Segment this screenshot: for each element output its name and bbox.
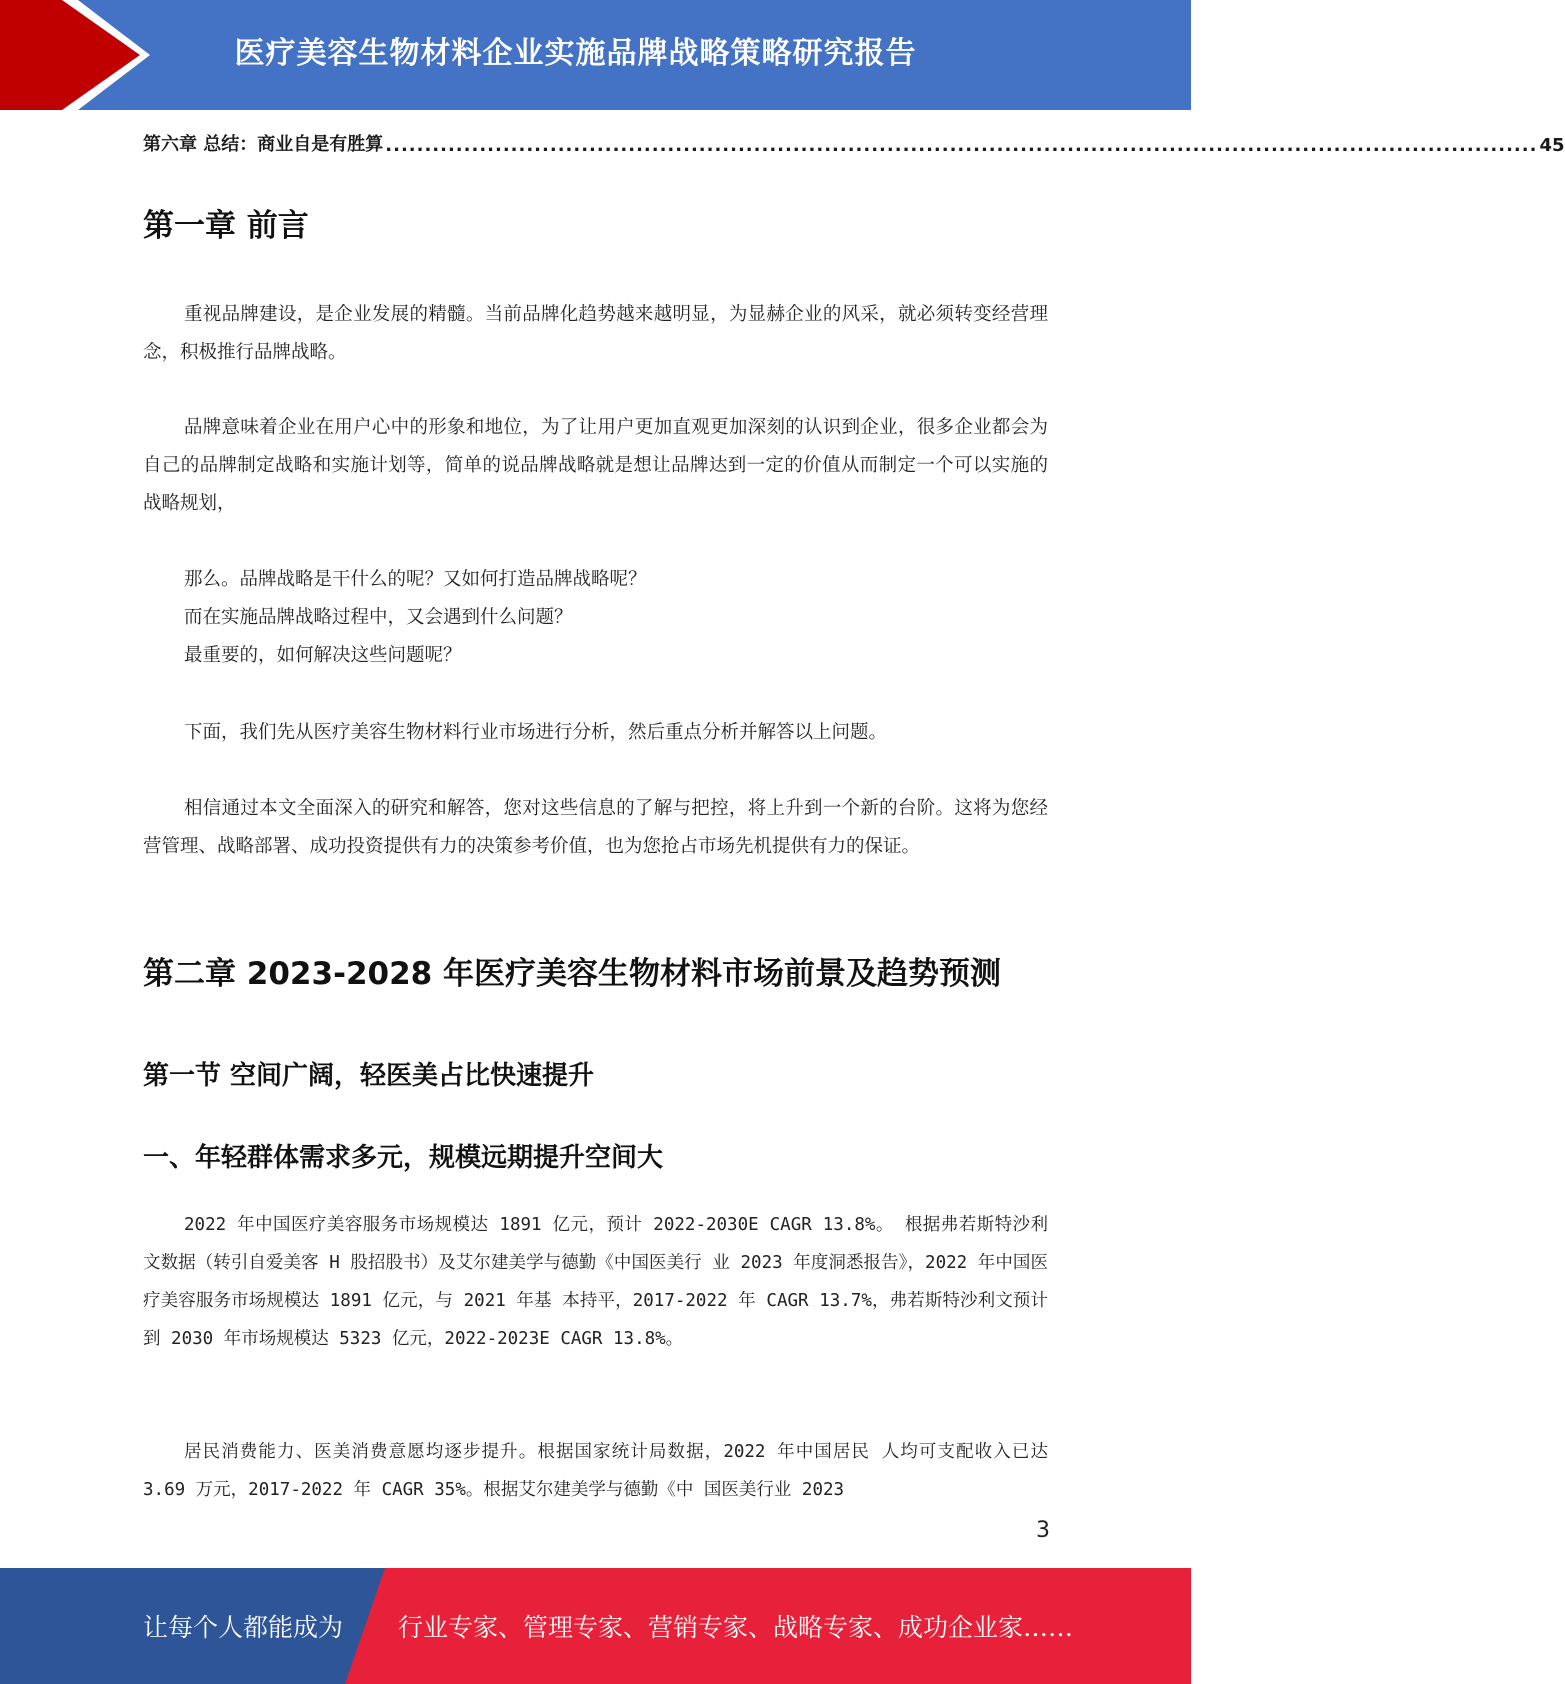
footer-slogan-right: 行业专家、管理专家、营销专家、战略专家、成功企业家……: [398, 1613, 1074, 1642]
chapter-2-paragraph-2: 居民消费能力、医美消费意愿均逐步提升。根据国家统计局数据，2022 年中国居民 人均可支配收入已达 3.69 万元，2017-2022 年 CAGR 35%。根据艾尔建美学与德勤《中 国医美行业 2023: [143, 1442, 1048, 1500]
header-banner: [0, 0, 1191, 110]
chapter-2-heading: 第二章 2023-2028 年医疗美容生物材料市场前景及趋势预测: [143, 956, 1002, 992]
toc-entry-title: 第六章 总结：商业自是有胜算: [143, 134, 384, 155]
toc-leader-dots: ...................................................................................................................................................: [385, 135, 1538, 156]
chapter-2-paragraph-1: 2022 年中国医疗美容服务市场规模达 1891 亿元，预计 2022-2030E CAGR 13.8%。 根据弗若斯特沙利文数据（转引自爱美客 H 股招股书）及艾尔建美学与德勤《中国医美行 业 2023 年度洞悉报告》，2022 年中国医疗美容服务市场规模达 1891 亿元，与 2021 年基 本持平，2017-2022 年 CAGR 13.7%，弗若斯特沙利文预计到 2030 年市场规模达 5323 亿元，2022-2023E CAGR 13.8%。: [143, 1215, 1048, 1349]
chevron-arrow-icon: [0, 0, 160, 110]
footer-banner: [0, 1568, 1191, 1684]
report-title: 医疗美容生物材料企业实施品牌战略策略研究报告: [234, 36, 917, 71]
question-line-1: 那么。品牌战略是干什么的呢？又如何打造品牌战略呢？: [184, 569, 647, 590]
section-1-heading: 第一节 空间广阔，轻医美占比快速提升: [143, 1061, 595, 1091]
chapter-1-paragraph-4: 相信通过本文全面深入的研究和解答，您对这些信息的了解与把控，将上升到一个新的台阶。这将为您经营管理、战略部署、成功投资提供有力的决策参考价值，也为您抢占市场先机提供有力的保证。: [143, 798, 1048, 857]
chapter-1-heading: 第一章 前言: [143, 208, 309, 244]
chapter-1-paragraph-1: 重视品牌建设，是企业发展的精髓。当前品牌化趋势越来越明显，为显赫企业的风采，就必须转变经营理念，积极推行品牌战略。: [143, 304, 1048, 363]
toc-entry[interactable]: [143, 130, 1565, 156]
toc-page-number: 45: [1539, 135, 1565, 156]
question-line-2: 而在实施品牌战略过程中，又会遇到什么问题？: [184, 607, 573, 628]
chapter-1-paragraph-3: 下面，我们先从医疗美容生物材料行业市场进行分析，然后重点分析并解答以上问题。: [184, 722, 888, 743]
question-line-3: 最重要的，如何解决这些问题呢？: [184, 645, 462, 666]
page-number: 3: [1036, 1518, 1050, 1543]
chapter-1-paragraph-2: 品牌意味着企业在用户心中的形象和地位，为了让用户更加直观更加深刻的认识到企业，很多企业都会为自己的品牌制定战略和实施计划等，简单的说品牌战略就是想让品牌达到一定的价值从而制定一个可以实施的战略规划，: [143, 417, 1048, 514]
footer-slogan-left: 让每个人都能成为: [143, 1613, 344, 1642]
subsection-1-heading: 一、年轻群体需求多元，规模远期提升空间大: [143, 1143, 664, 1173]
